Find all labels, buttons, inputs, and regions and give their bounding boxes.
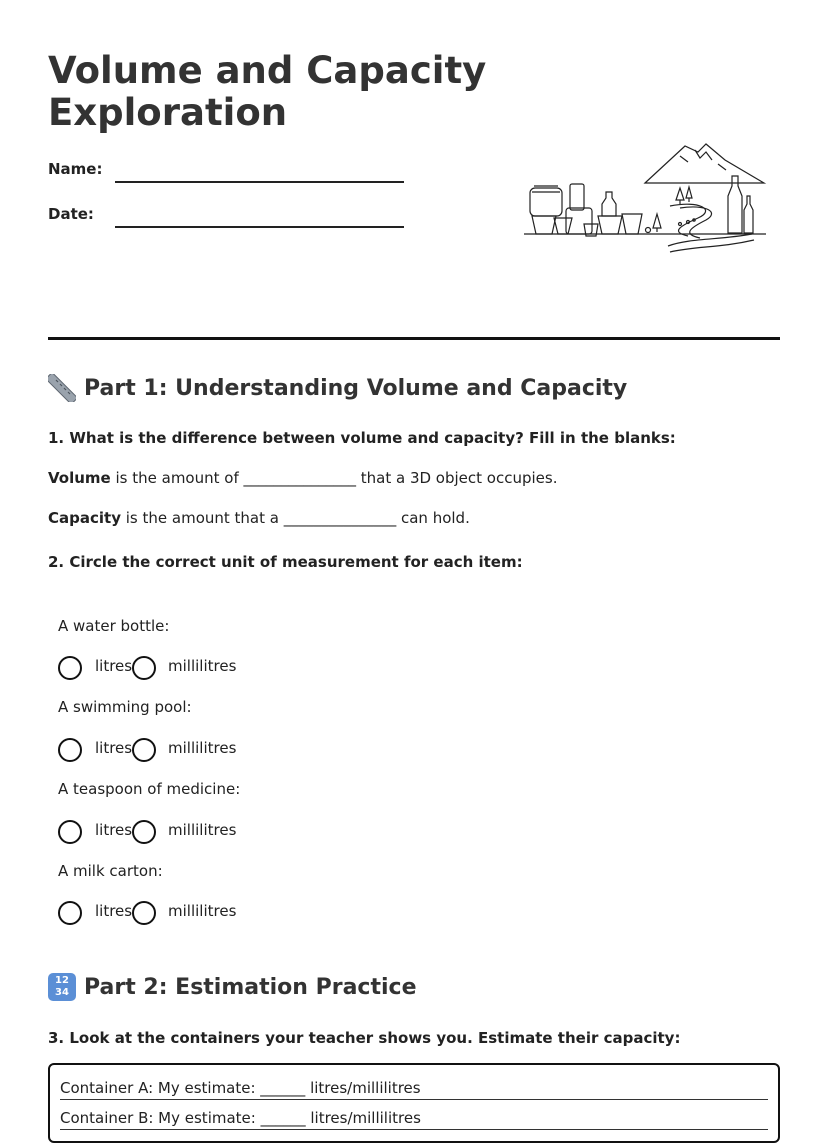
- part2-heading-text: Part 2: Estimation Practice: [84, 974, 417, 1000]
- question-2-prompt: 2. Circle the correct unit of measurement for each item:: [48, 553, 523, 571]
- litres-option-label: litres: [95, 657, 133, 675]
- millilitres-radio[interactable]: [132, 656, 156, 680]
- date-label: Date:: [48, 205, 94, 223]
- millilitres-option-label: millilitres: [168, 821, 237, 839]
- volume-sentence-row: [48, 469, 557, 487]
- part2-heading: [48, 973, 417, 1001]
- volume-sentence: is the amount of _______________ that a 3D object occupies.: [110, 469, 558, 487]
- part1-heading: [48, 374, 627, 402]
- litres-radio[interactable]: [58, 820, 82, 844]
- litres-radio[interactable]: [58, 901, 82, 925]
- litres-radio[interactable]: [58, 738, 82, 762]
- section-divider: [48, 337, 780, 340]
- question-1-prompt: 1. What is the difference between volume and capacity? Fill in the blanks:: [48, 429, 676, 447]
- item-label: A swimming pool:: [58, 698, 192, 716]
- estimate-row[interactable]: Container A: My estimate: ______ litres/millilitres: [60, 1079, 768, 1100]
- capacity-sentence-row: [48, 509, 470, 527]
- millilitres-radio[interactable]: [132, 901, 156, 925]
- containers-landscape-illustration: [520, 138, 772, 256]
- name-label: Name:: [48, 160, 103, 178]
- item-label: A teaspoon of medicine:: [58, 780, 241, 798]
- litres-option-label: litres: [95, 902, 133, 920]
- question-3-prompt: 3. Look at the containers your teacher shows you. Estimate their capacity:: [48, 1029, 681, 1047]
- millilitres-option-label: millilitres: [168, 657, 237, 675]
- icon-text-bottom: 34: [55, 987, 69, 998]
- page-title: Volume and Capacity Exploration: [48, 49, 487, 134]
- ruler-icon: [48, 374, 76, 402]
- capacity-term: Capacity: [48, 509, 121, 527]
- millilitres-radio[interactable]: [132, 738, 156, 762]
- icon-text-top: 12: [55, 975, 69, 986]
- name-field[interactable]: [115, 181, 404, 183]
- item-label: A milk carton:: [58, 862, 163, 880]
- date-field[interactable]: [115, 226, 404, 228]
- capacity-sentence: is the amount that a _______________ can hold.: [120, 509, 470, 527]
- millilitres-radio[interactable]: [132, 820, 156, 844]
- litres-option-label: litres: [95, 821, 133, 839]
- item-label: A water bottle:: [58, 617, 170, 635]
- litres-radio[interactable]: [58, 656, 82, 680]
- volume-term: Volume: [48, 469, 111, 487]
- litres-option-label: litres: [95, 739, 133, 757]
- millilitres-option-label: millilitres: [168, 739, 237, 757]
- estimate-table: [48, 1063, 780, 1143]
- part1-heading-text: Part 1: Understanding Volume and Capacity: [84, 375, 628, 401]
- millilitres-option-label: millilitres: [168, 902, 237, 920]
- numbers-1234-icon: [48, 973, 76, 1001]
- estimate-row[interactable]: Container B: My estimate: ______ litres/millilitres: [60, 1109, 768, 1130]
